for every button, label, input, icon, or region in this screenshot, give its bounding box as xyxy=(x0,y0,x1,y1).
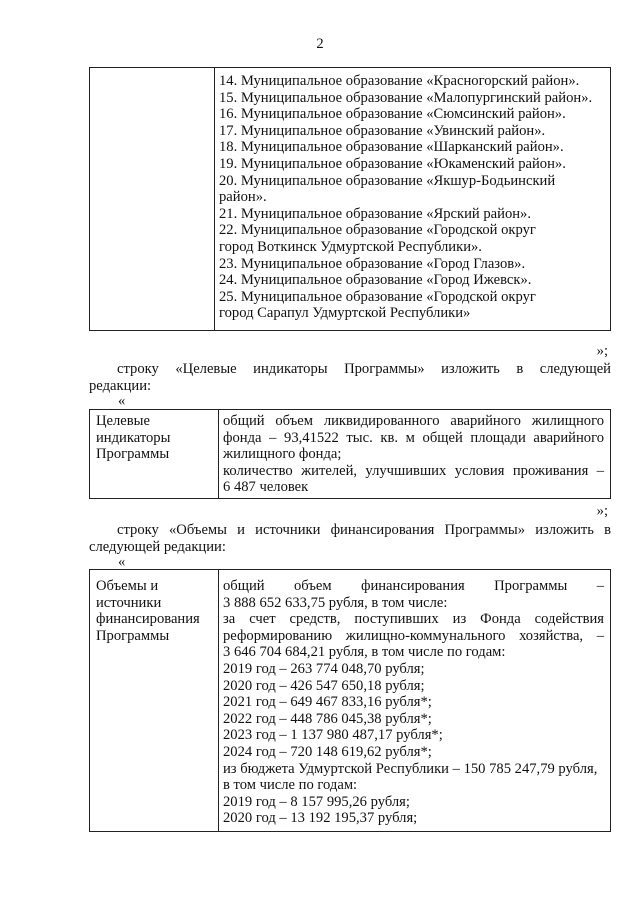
value-line: количество жителей, улучшивших условия проживания – xyxy=(223,462,604,479)
municipality-line: 15. Муниципальное образование «Малопургинский район». xyxy=(219,89,593,106)
paragraph-line: строку «Целевые индикаторы Программы» изложить в следующей xyxy=(117,361,611,377)
paragraph-target-indicators xyxy=(89,361,611,394)
value-line: 2021 год – 649 467 833,16 рубля*; xyxy=(223,694,432,711)
value-line: 2020 год – 426 547 650,18 рубля; xyxy=(223,677,425,694)
paragraph-line: строку «Объемы и источники финансирования Программы» изложить в xyxy=(117,522,611,538)
label-cell xyxy=(90,410,219,499)
label-line: источники xyxy=(96,594,162,611)
municipality-line: город Воткинск Удмуртской Республики». xyxy=(219,238,482,255)
label-line: Программы xyxy=(96,627,170,644)
value-line: реформированию жилищно-коммунального хозяйства, – xyxy=(223,627,604,644)
municipality-line: 25. Муниципальное образование «Городской округ xyxy=(219,288,536,305)
value-line: 2019 год – 8 157 995,26 рубля; xyxy=(223,793,410,810)
value-line: 2024 год – 720 148 619,62 рубля*; xyxy=(223,743,432,760)
value-line: из бюджета Удмуртской Республики – 150 785 247,79 рубля, xyxy=(223,760,598,777)
label-line: Программы xyxy=(96,446,170,463)
page-number: 2 xyxy=(316,36,324,52)
financing-table xyxy=(89,569,611,832)
value-line: 2019 год – 263 774 048,70 рубля; xyxy=(223,660,425,677)
municipality-line: 19. Муниципальное образование «Юкаменский район». xyxy=(219,155,566,172)
value-line: 3 646 704 684,21 рубля, в том числе по годам: xyxy=(223,644,506,661)
value-line: общий объем ликвидированного аварийного жилищного xyxy=(223,413,604,429)
value-cell xyxy=(219,570,611,832)
municipality-list-cell xyxy=(215,68,611,331)
label-line: Объемы и xyxy=(96,578,159,594)
value-line: 3 888 652 633,75 рубля, в том числе: xyxy=(223,594,448,611)
empty-label-cell xyxy=(90,68,215,331)
value-line: 6 487 человек xyxy=(223,479,309,496)
municipality-line: 23. Муниципальное образование «Город Глазов». xyxy=(219,255,526,272)
municipality-line: 14. Муниципальное образование «Красногорский район». xyxy=(219,73,580,89)
municipality-line: 20. Муниципальное образование «Якшур-Бодьинский xyxy=(219,172,556,189)
value-line: жилищного фонда; xyxy=(223,446,342,463)
paragraph-line: редакции: xyxy=(89,377,152,394)
value-line: 2023 год – 1 137 980 487,17 рубля*; xyxy=(223,727,443,744)
value-cell xyxy=(219,410,611,499)
value-line: за счет средств, поступивших из Фонда содействия xyxy=(223,611,604,628)
opening-quote: « xyxy=(118,393,126,409)
label-cell xyxy=(90,570,219,832)
closing-quote: »; xyxy=(596,503,608,519)
value-line: общий объем финансирования Программы – xyxy=(223,578,604,594)
municipality-line: район». xyxy=(219,189,267,206)
municipality-list-table xyxy=(89,67,611,331)
municipality-line: 24. Муниципальное образование «Город Ижевск». xyxy=(219,272,532,289)
opening-quote: « xyxy=(118,554,126,570)
paragraph-financing xyxy=(89,522,611,555)
closing-quote: »; xyxy=(596,343,608,359)
value-line: 2020 год – 13 192 195,37 рубля; xyxy=(223,810,418,827)
municipality-line: 18. Муниципальное образование «Шарканский район». xyxy=(219,139,564,156)
municipality-line: 17. Муниципальное образование «Увинский район». xyxy=(219,122,546,139)
value-line: 2022 год – 448 786 045,38 рубля*; xyxy=(223,710,432,727)
value-line: в том числе по годам: xyxy=(223,777,358,794)
municipality-line: 21. Муниципальное образование «Ярский район». xyxy=(219,205,531,222)
municipality-line: 16. Муниципальное образование «Сюмсинский район». xyxy=(219,106,566,123)
value-line: фонда – 93,41522 тыс. кв. м общей площади аварийного xyxy=(223,429,604,446)
label-line: финансирования xyxy=(96,611,200,628)
target-indicators-table xyxy=(89,409,611,499)
label-line: Целевые xyxy=(96,413,150,429)
paragraph-line: следующей редакции: xyxy=(89,538,226,555)
municipality-line: город Сарапул Удмуртской Республики» xyxy=(219,305,471,322)
label-line: индикаторы xyxy=(96,429,171,446)
municipality-line: 22. Муниципальное образование «Городской округ xyxy=(219,222,536,239)
